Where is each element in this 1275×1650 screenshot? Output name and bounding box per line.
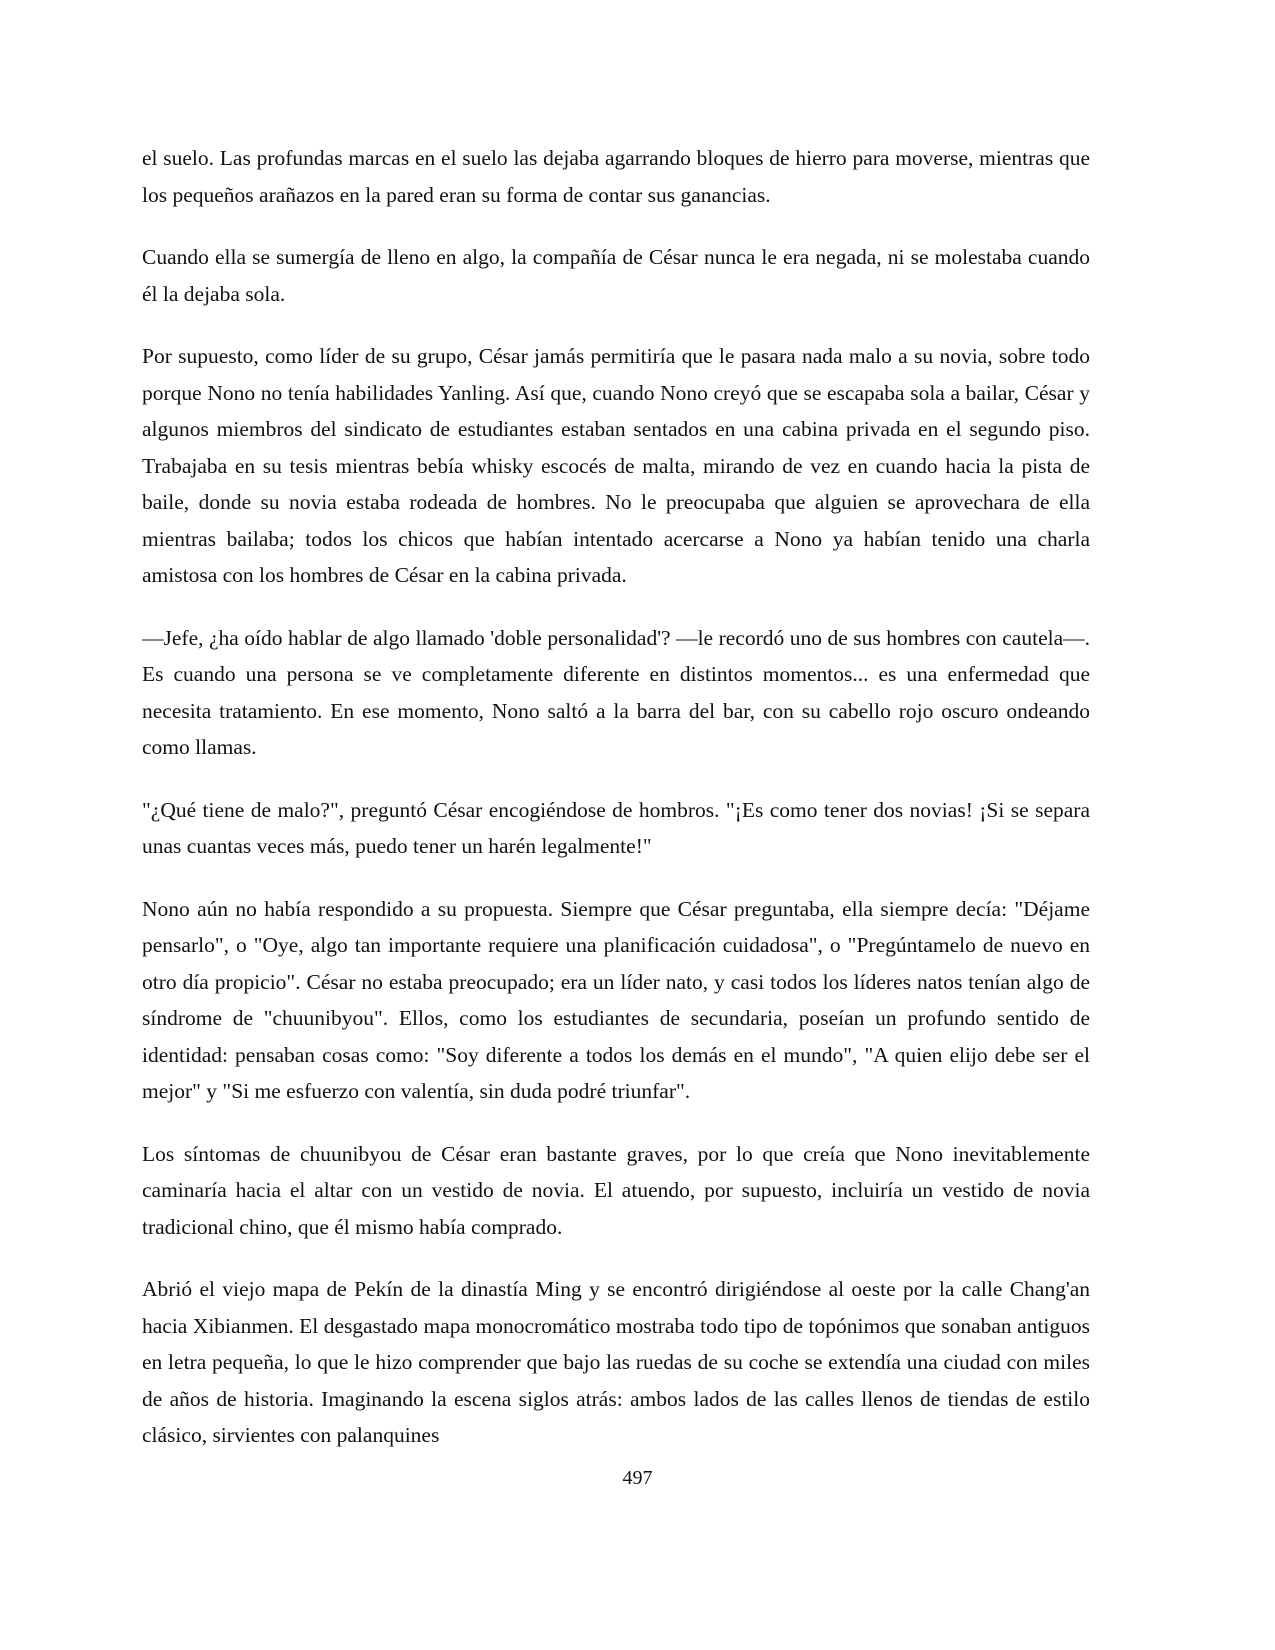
paragraph: Cuando ella se sumergía de lleno en algo, la compañía de César nunca le era negada, ni se molestaba cuando él la dejaba sola.	[142, 245, 1090, 306]
paragraph: Nono aún no había respondido a su propuesta. Siempre que César preguntaba, ella siempre decía: "Déjame pensarlo", o "Oye, algo tan importante requiere una planificación cuidadosa", o "Pregúntamelo de nuevo en otro día propicio". César no estaba preocupado; era un líder nato, y casi todos los líderes natos tenían algo de síndrome de "chuunibyou". Ellos, como los estudiantes de secundaria, poseían un profundo sentido de identidad: pensaban cosas como: "Soy diferente a todos los demás en el mundo", "A quien elijo debe ser el mejor" y "Si me esfuerzo con valentía, sin duda podré triunfar".	[142, 896, 1090, 1103]
page-body	[142, 140, 1090, 1454]
paragraph: Los síntomas de chuunibyou de César eran bastante graves, por lo que creía que Nono inevitablemente caminaría hacia el altar con un vestido de novia. El atuendo, por supuesto, incluiría un vestido de novia tradicional chino, que él mismo había comprado.	[142, 1141, 1090, 1239]
paragraph: Abrió el viejo mapa de Pekín de la dinastía Ming y se encontró dirigiéndose al oeste por la calle Chang'an hacia Xibianmen. El desgastado mapa monocromático mostraba todo tipo de topónimos que sonaban antiguos en letra pequeña, lo que le hizo comprender que bajo las ruedas de su coche se extendía una ciudad con miles de años de historia. Imaginando la escena siglos atrás: ambos lados de las calles llenos de tiendas de estilo clásico, sirvientes con palanquines	[142, 1277, 1090, 1447]
paragraph: —Jefe, ¿ha oído hablar de algo llamado 'doble personalidad'? —le recordó uno de sus hombres con cautela—. Es cuando una persona se ve completamente diferente en distintos momentos... es una enfermedad que necesita tratamiento. En ese momento, Nono saltó a la barra del bar, con su cabello rojo oscuro ondeando como llamas.	[142, 625, 1090, 759]
page-number: 497	[622, 1467, 653, 1489]
paragraph: "¿Qué tiene de malo?", preguntó César encogiéndose de hombros. "¡Es como tener dos novias! ¡Si se separa unas cuantas veces más, puedo tener un harén legalmente!"	[142, 797, 1090, 858]
paragraph: Por supuesto, como líder de su grupo, César jamás permitiría que le pasara nada malo a su novia, sobre todo porque Nono no tenía habilidades Yanling. Así que, cuando Nono creyó que se escapaba sola a bailar, César y algunos miembros del sindicato de estudiantes estaban sentados en una cabina privada en el segundo piso. Trabajaba en su tesis mientras bebía whisky escocés de malta, mirando de vez en cuando hacia la pista de baile, donde su novia estaba rodeada de hombres. No le preocupaba que alguien se aprovechara de ella mientras bailaba; todos los chicos que habían intentado acercarse a Nono ya habían tenido una charla amistosa con los hombres de César en la cabina privada.	[142, 344, 1090, 587]
paragraph: el suelo. Las profundas marcas en el suelo las dejaba agarrando bloques de hierro para moverse, mientras que los pequeños arañazos en la pared eran su forma de contar sus ganancias.	[142, 146, 1090, 207]
